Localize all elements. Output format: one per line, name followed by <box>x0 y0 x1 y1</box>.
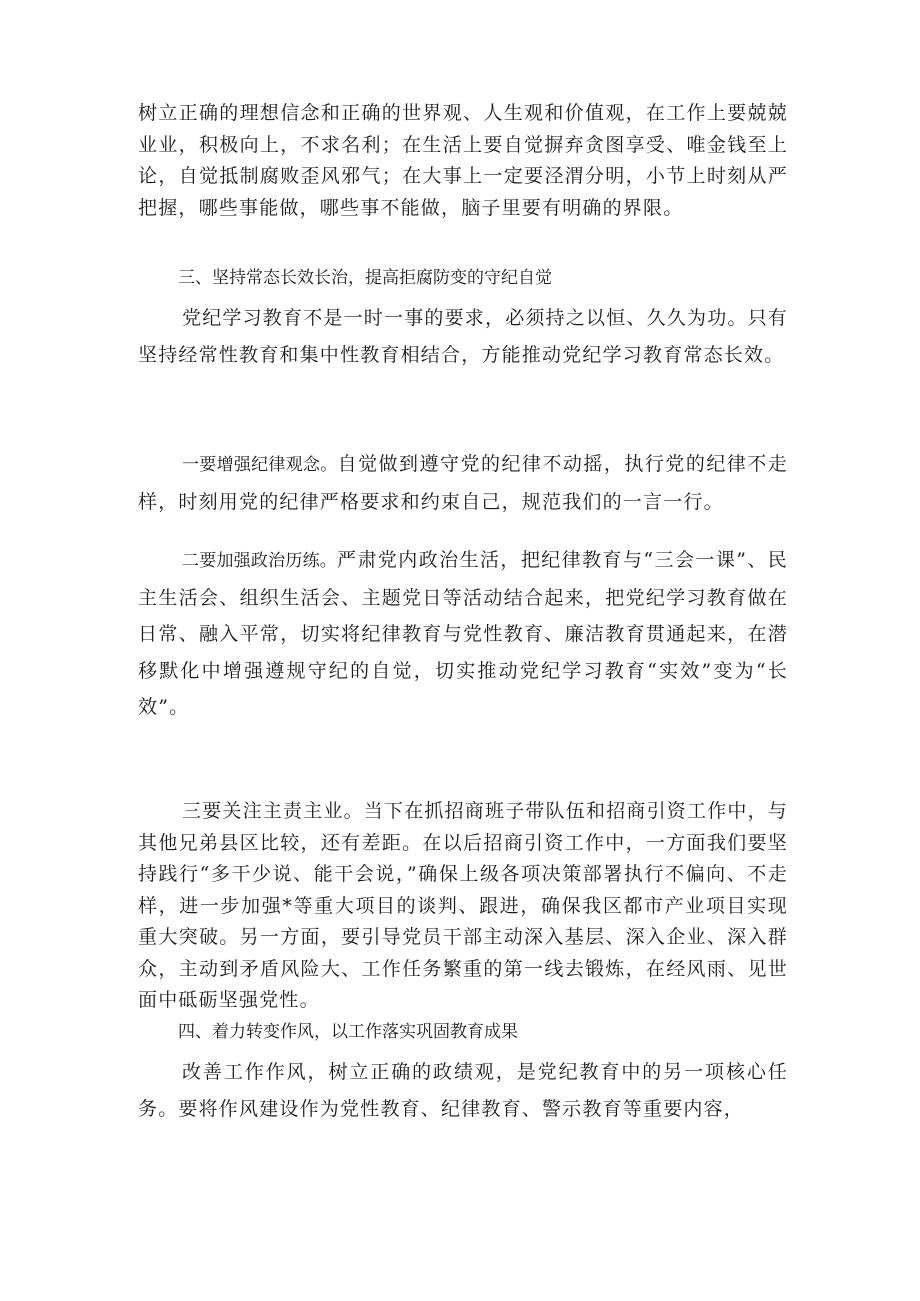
body-paragraph-ideals: 树立正确的理想信念和正确的世界观、人生观和价值观，在工作上要兢兢业业，积极向上，不求名利；在生活上要自觉摒弃贪图享受、唯金钱至上论，自觉抵制腐败歪风邪气；在大事上一定要泾渭分明，小节上时刻从严把握，哪些事能做，哪些事不能做，脑子里要有明确的界限。 <box>138 102 788 219</box>
point-two-body: 严肃党内政治生活，把纪律教育与“三会一课”、民主生活会、组织生活会、主题党日等活动结合起来，把党纪学习教育做在日常、融入平常，切实将纪律教育与党性教育、廉洁教育贯通起来，在潜移默化中增强遵规守纪的自觉，切实推动党纪学习教育“实效”变为“长效”。 <box>138 549 789 718</box>
point-one-body: 自觉做到遵守党的纪律不动摇，执行党的纪律不走样，时刻用党的纪律严格要求和约束自己，规范我们的一言一行。 <box>138 453 788 513</box>
point-three-paragraph: 三要关注主责主业。当下在抓招商班子带队伍和招商引资工作中，与其他兄弟县区比较，还有差距。在以后招商引资工作中，一方面我们要坚持践行“多干少说、能干会说，”确保上级各项决策部署执行不偏向、不走样，进一步加强*等重大项目的谈判、跟进，确保我区都市产业项目实现重大突破。另一方面，要引导党员干部主动深入基层、深入企业、深入群众，主动到矛盾风险大、工作任务繁重的第一线去锻炼，在经风雨、见世面中砥砺坚强党性。 <box>138 800 789 1011</box>
point-two-lead: 二要加强政治历练。 <box>182 551 338 571</box>
section-heading-three: 三、坚持常态长效长治，提高拒腐防变的守纪自觉 <box>178 268 552 288</box>
point-one-paragraph <box>138 446 788 520</box>
point-one-lead: 一要增强纪律观念。 <box>182 455 338 475</box>
section-heading-four: 四、着力转变作风，以工作落实巩固教育成果 <box>178 1022 518 1042</box>
body-paragraph-long-term <box>138 300 788 373</box>
point-two-paragraph <box>138 542 788 726</box>
body-paragraph-long-term-text: 党纪学习教育不是一时一事的要求，必须持之以恒、久久为功。只有坚持经常性教育和集中性教育相结合，方能推动党纪学习教育常态长效。 <box>138 307 789 366</box>
body-paragraph-work-style: 改善工作作风，树立正确的政绩观，是党纪教育中的另一项核心任务。要将作风建设作为党性教育、纪律教育、警示教育等重要内容， <box>138 1061 788 1120</box>
